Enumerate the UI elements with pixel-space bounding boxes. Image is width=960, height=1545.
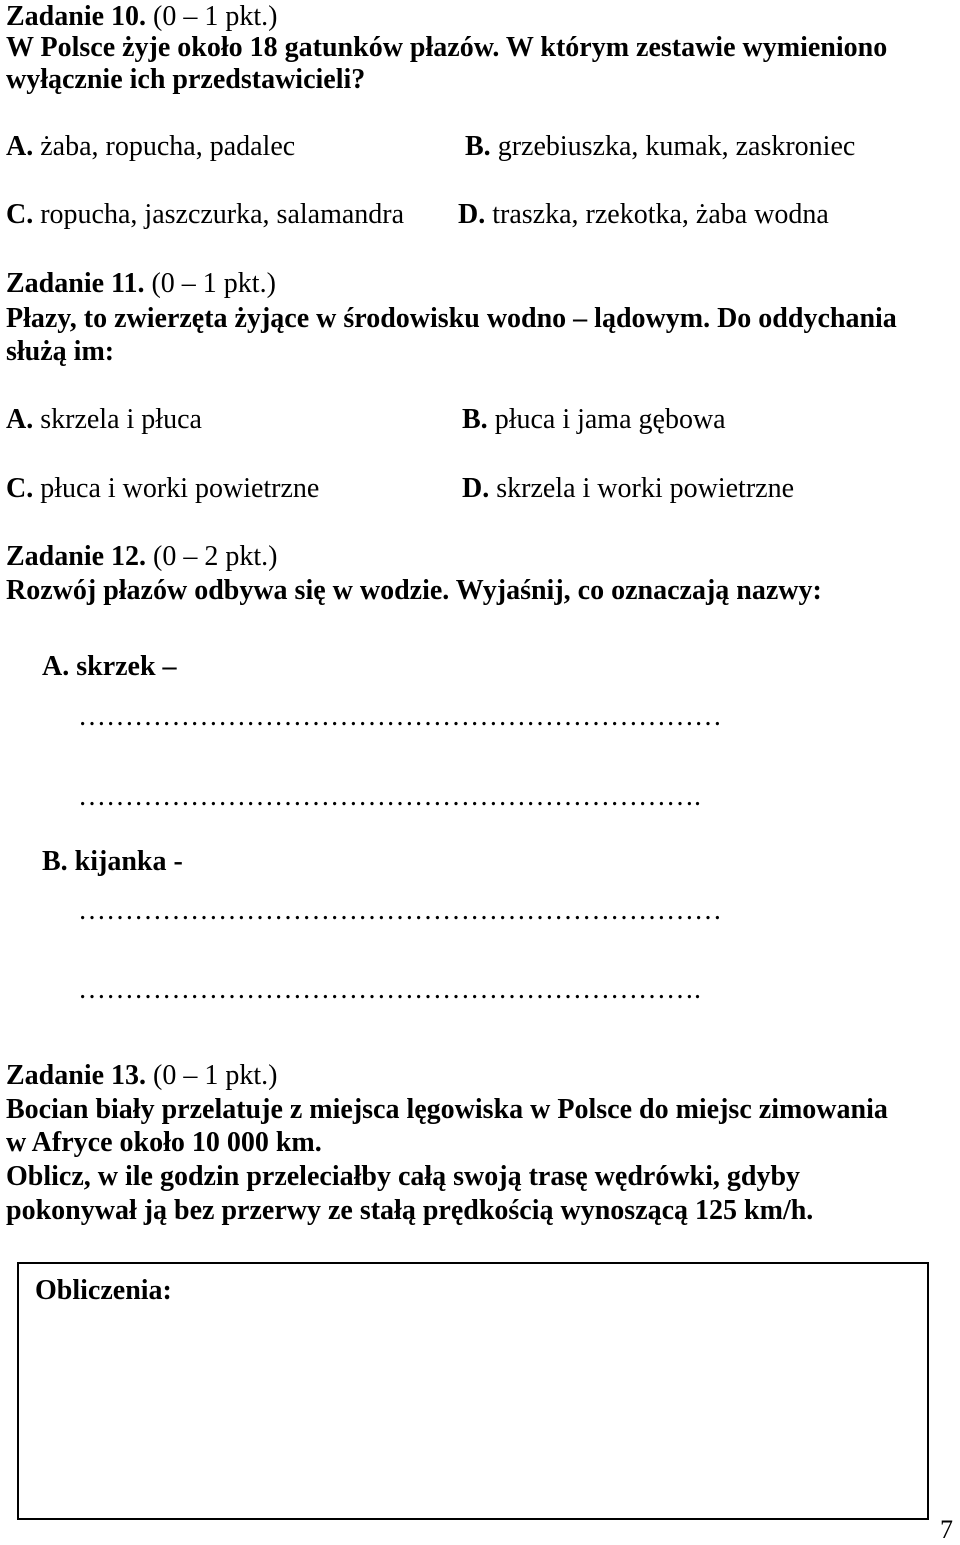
option-letter: C. [6,473,34,504]
task-10-question-line-1: W Polsce żyje około 18 gatunków płazów. W którym zestawie wymieniono [6,32,888,63]
question-bold-part: Płazy, to zwierzęta żyjące w środowisku wodno – lądowym. [6,303,711,334]
task-11-option-d [462,472,794,506]
task-points: (0 – 2 pkt.) [153,541,278,572]
task-11-option-b [462,403,726,437]
question-rest-part: Do oddychania [717,303,897,334]
option-letter: B. [465,131,491,162]
task-11-heading [6,267,276,301]
answer-dotted-line[interactable]: …………………………………………………………… [78,895,722,926]
task-10-heading [6,0,277,34]
task-12-item-a: A. skrzek – [42,651,177,682]
option-text: płuca i worki powietrzne [40,473,320,504]
answer-dotted-line[interactable]: …………………………………………………………… [78,701,722,732]
task-points: (0 – 1 pkt.) [153,1060,278,1091]
option-letter: C. [6,199,34,230]
task-13-heading [6,1059,277,1093]
task-12-item-b: B. kijanka - [42,846,183,877]
task-points: (0 – 1 pkt.) [151,268,276,299]
task-11-option-a [6,403,202,437]
task-13-line-4: pokonywał ją bez przerwy ze stałą prędkością wynoszącą 125 km/h. [6,1195,814,1226]
answer-dotted-line[interactable]: …………………………………………………………. [78,974,701,1005]
option-letter: D. [462,473,490,504]
option-text: ropucha, jaszczurka, salamandra [40,199,405,230]
task-heading: Zadanie 10. [6,1,147,32]
task-10-option-a [6,130,295,164]
task-10-option-c [6,198,404,232]
task-12-heading [6,540,277,574]
option-text: traszka, rzekotka, żaba wodna [492,199,829,230]
task-13-line-2: w Afryce około 10 000 km. [6,1127,322,1158]
task-11-question-line-2: służą im: [6,336,115,367]
option-text: skrzela i płuca [40,404,202,435]
answer-dotted-line[interactable]: …………………………………………………………. [78,781,701,812]
page-number: 7 [940,1515,953,1544]
task-10-option-d [458,198,829,232]
option-text: skrzela i worki powietrzne [496,473,795,504]
option-letter: B. [462,404,488,435]
task-heading: Zadanie 12. [6,541,147,572]
option-text: żaba, ropucha, padalec [40,131,296,162]
task-11-option-c [6,472,319,506]
calculations-label: Obliczenia: [35,1275,172,1306]
calculations-box[interactable] [17,1262,929,1520]
option-letter: A. [6,131,34,162]
task-10-question-line-2: wyłącznie ich przedstawicieli? [6,64,366,95]
option-text: płuca i jama gębowa [494,404,726,435]
task-heading: Zadanie 13. [6,1060,147,1091]
task-heading: Zadanie 11. [6,268,145,299]
task-13-line-3: Oblicz, w ile godzin przeleciałby całą swoją trasę wędrówki, gdyby [6,1161,801,1192]
task-13-line-1: Bocian biały przelatuje z miejsca lęgowiska w Polsce do miejsc zimowania [6,1094,888,1125]
task-11-question-line-1 [6,302,897,336]
option-letter: A. [6,404,34,435]
option-letter: D. [458,199,486,230]
option-text: grzebiuszka, kumak, zaskroniec [497,131,856,162]
task-12-question: Rozwój płazów odbywa się w wodzie. Wyjaśnij, co oznaczają nazwy: [6,575,822,606]
task-10-option-b [465,130,855,164]
task-points: (0 – 1 pkt.) [153,1,278,32]
